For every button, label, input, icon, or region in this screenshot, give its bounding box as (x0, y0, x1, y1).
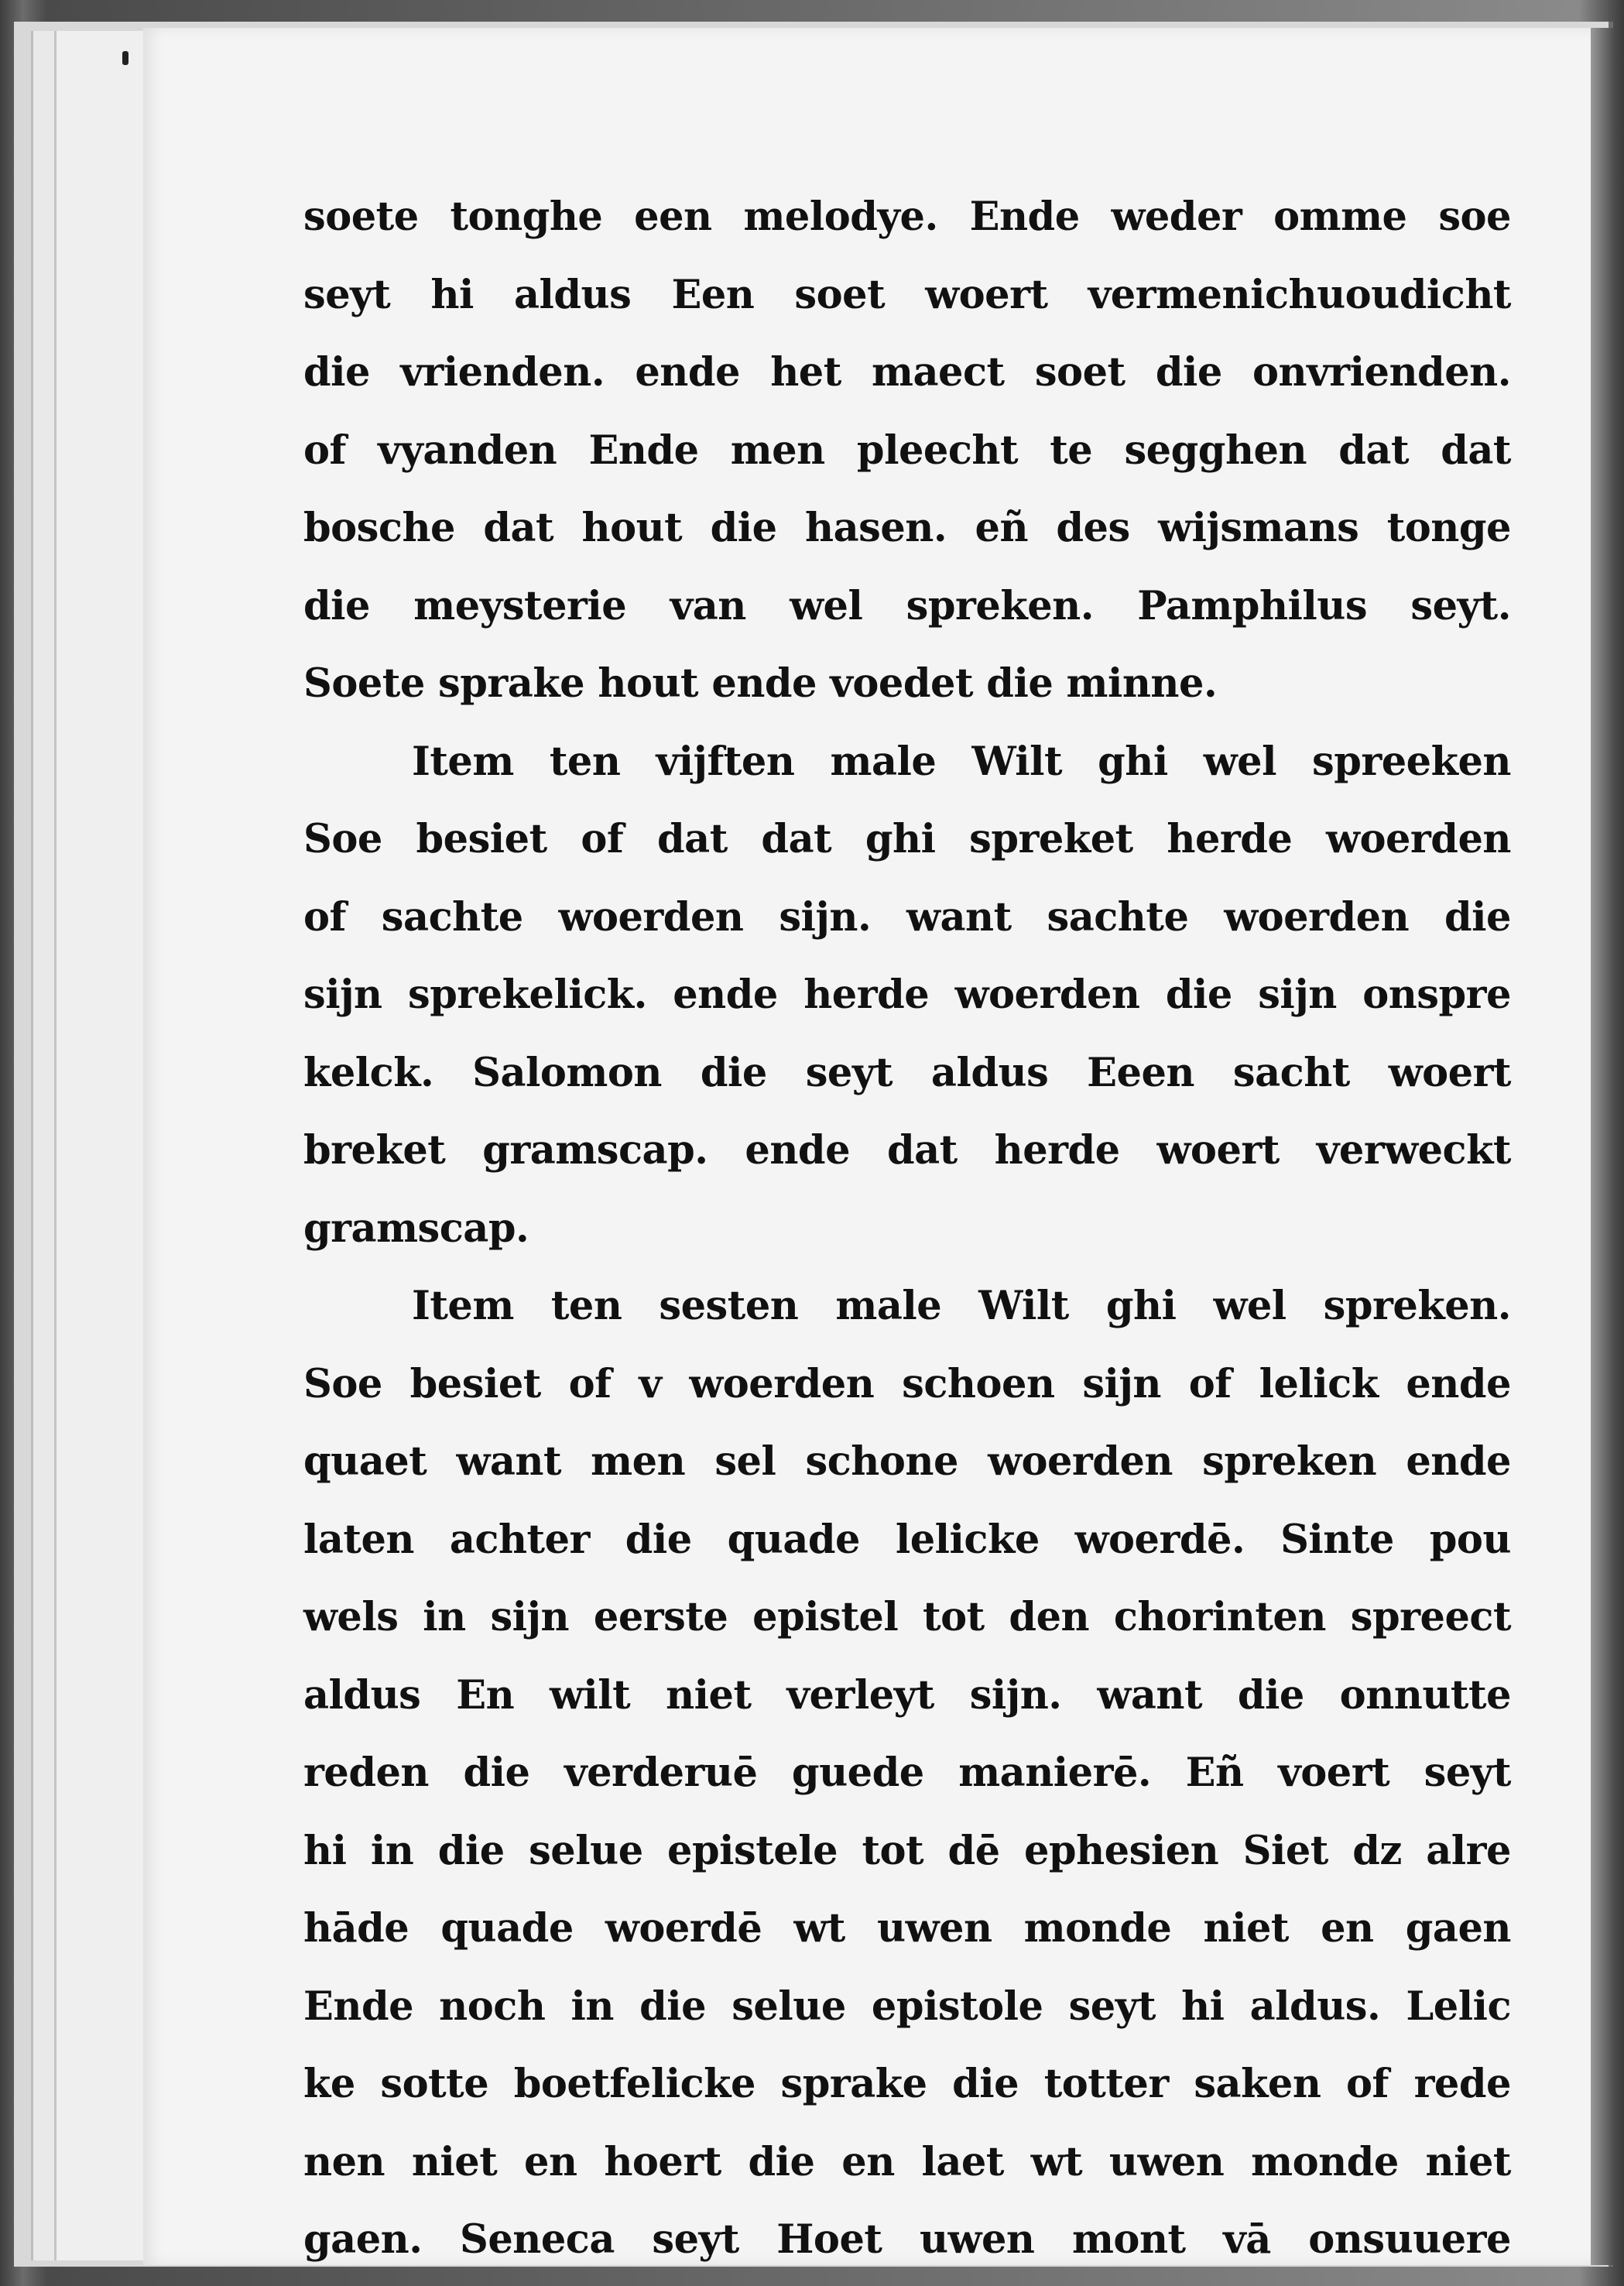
text-line: gramscap. (303, 1205, 529, 1252)
text-line: Item ten vijften male Wilt ghi wel spreeken (412, 738, 1511, 785)
text-line: of vyanden Ende men pleecht te segghen dat dat (303, 427, 1511, 474)
text-line: hāde quade woerdē wt uwen monde niet en gaen (303, 1905, 1511, 1952)
text-line: ke sotte boetfelicke sprake die totter saken of rede (303, 2061, 1511, 2107)
text-line: seyt hi aldus Een soet woert vermenichuoudicht (303, 271, 1511, 318)
ink-mark (122, 51, 128, 65)
text-line: soete tonghe een melodye. Ende weder omme soe (303, 194, 1511, 240)
text-line: bosche dat hout die hasen. eñ des wijsmans tonge (303, 505, 1511, 551)
text-line: sijn sprekelick. ende herde woerden die sijn onspre (303, 972, 1511, 1018)
text-line: of sachte woerden sijn. want sachte woerden die (303, 893, 1511, 941)
page-text (303, 178, 1511, 2279)
text-line: die vrienden. ende het maect soet die onvrienden. (303, 349, 1511, 396)
text-line: nen niet en hoert die en laet wt uwen monde niet (303, 2138, 1511, 2185)
text-line: Soete sprake hout ende voedet die minne. (303, 660, 1218, 707)
text-line: breket gramscap. ende dat herde woert verweckt (303, 1127, 1511, 1174)
text-line: aldus En wilt niet verleyt sijn. want die onnutte (303, 1671, 1511, 1719)
text-line: laten achter die quade lelicke woerdē. Sinte pou (303, 1516, 1511, 1563)
text-line: reden die verderuē guede manierē. Eñ voert seyt (303, 1750, 1511, 1796)
text-line: Soe besiet of v woerden schoen sijn of lelick ende (303, 1360, 1511, 1407)
text-line: hi in die selue epistele tot dē ephesien Siet dz alre (303, 1827, 1511, 1874)
text-line: wels in sijn eerste epistel tot den chorinten spreect (303, 1594, 1511, 1640)
text-line: Item ten sesten male Wilt ghi wel spreken. (412, 1283, 1511, 1329)
text-line: Soe besiet of dat dat ghi spreket herde woerden (303, 816, 1511, 862)
text-line: die meysterie van wel spreken. Pamphilus seyt. (303, 582, 1511, 629)
text-line: gaen. Seneca seyt Hoet uwen mont vā onsuuere (303, 2216, 1511, 2263)
text-line: kelck. Salomon die seyt aldus Eeen sacht woert (303, 1049, 1511, 1096)
text-line: Ende noch in die selue epistole seyt hi aldus. Lelic (303, 1983, 1511, 2030)
binding-shadow (1591, 28, 1614, 2265)
text-line: quaet want men sel schone woerden spreken ende (303, 1438, 1511, 1485)
